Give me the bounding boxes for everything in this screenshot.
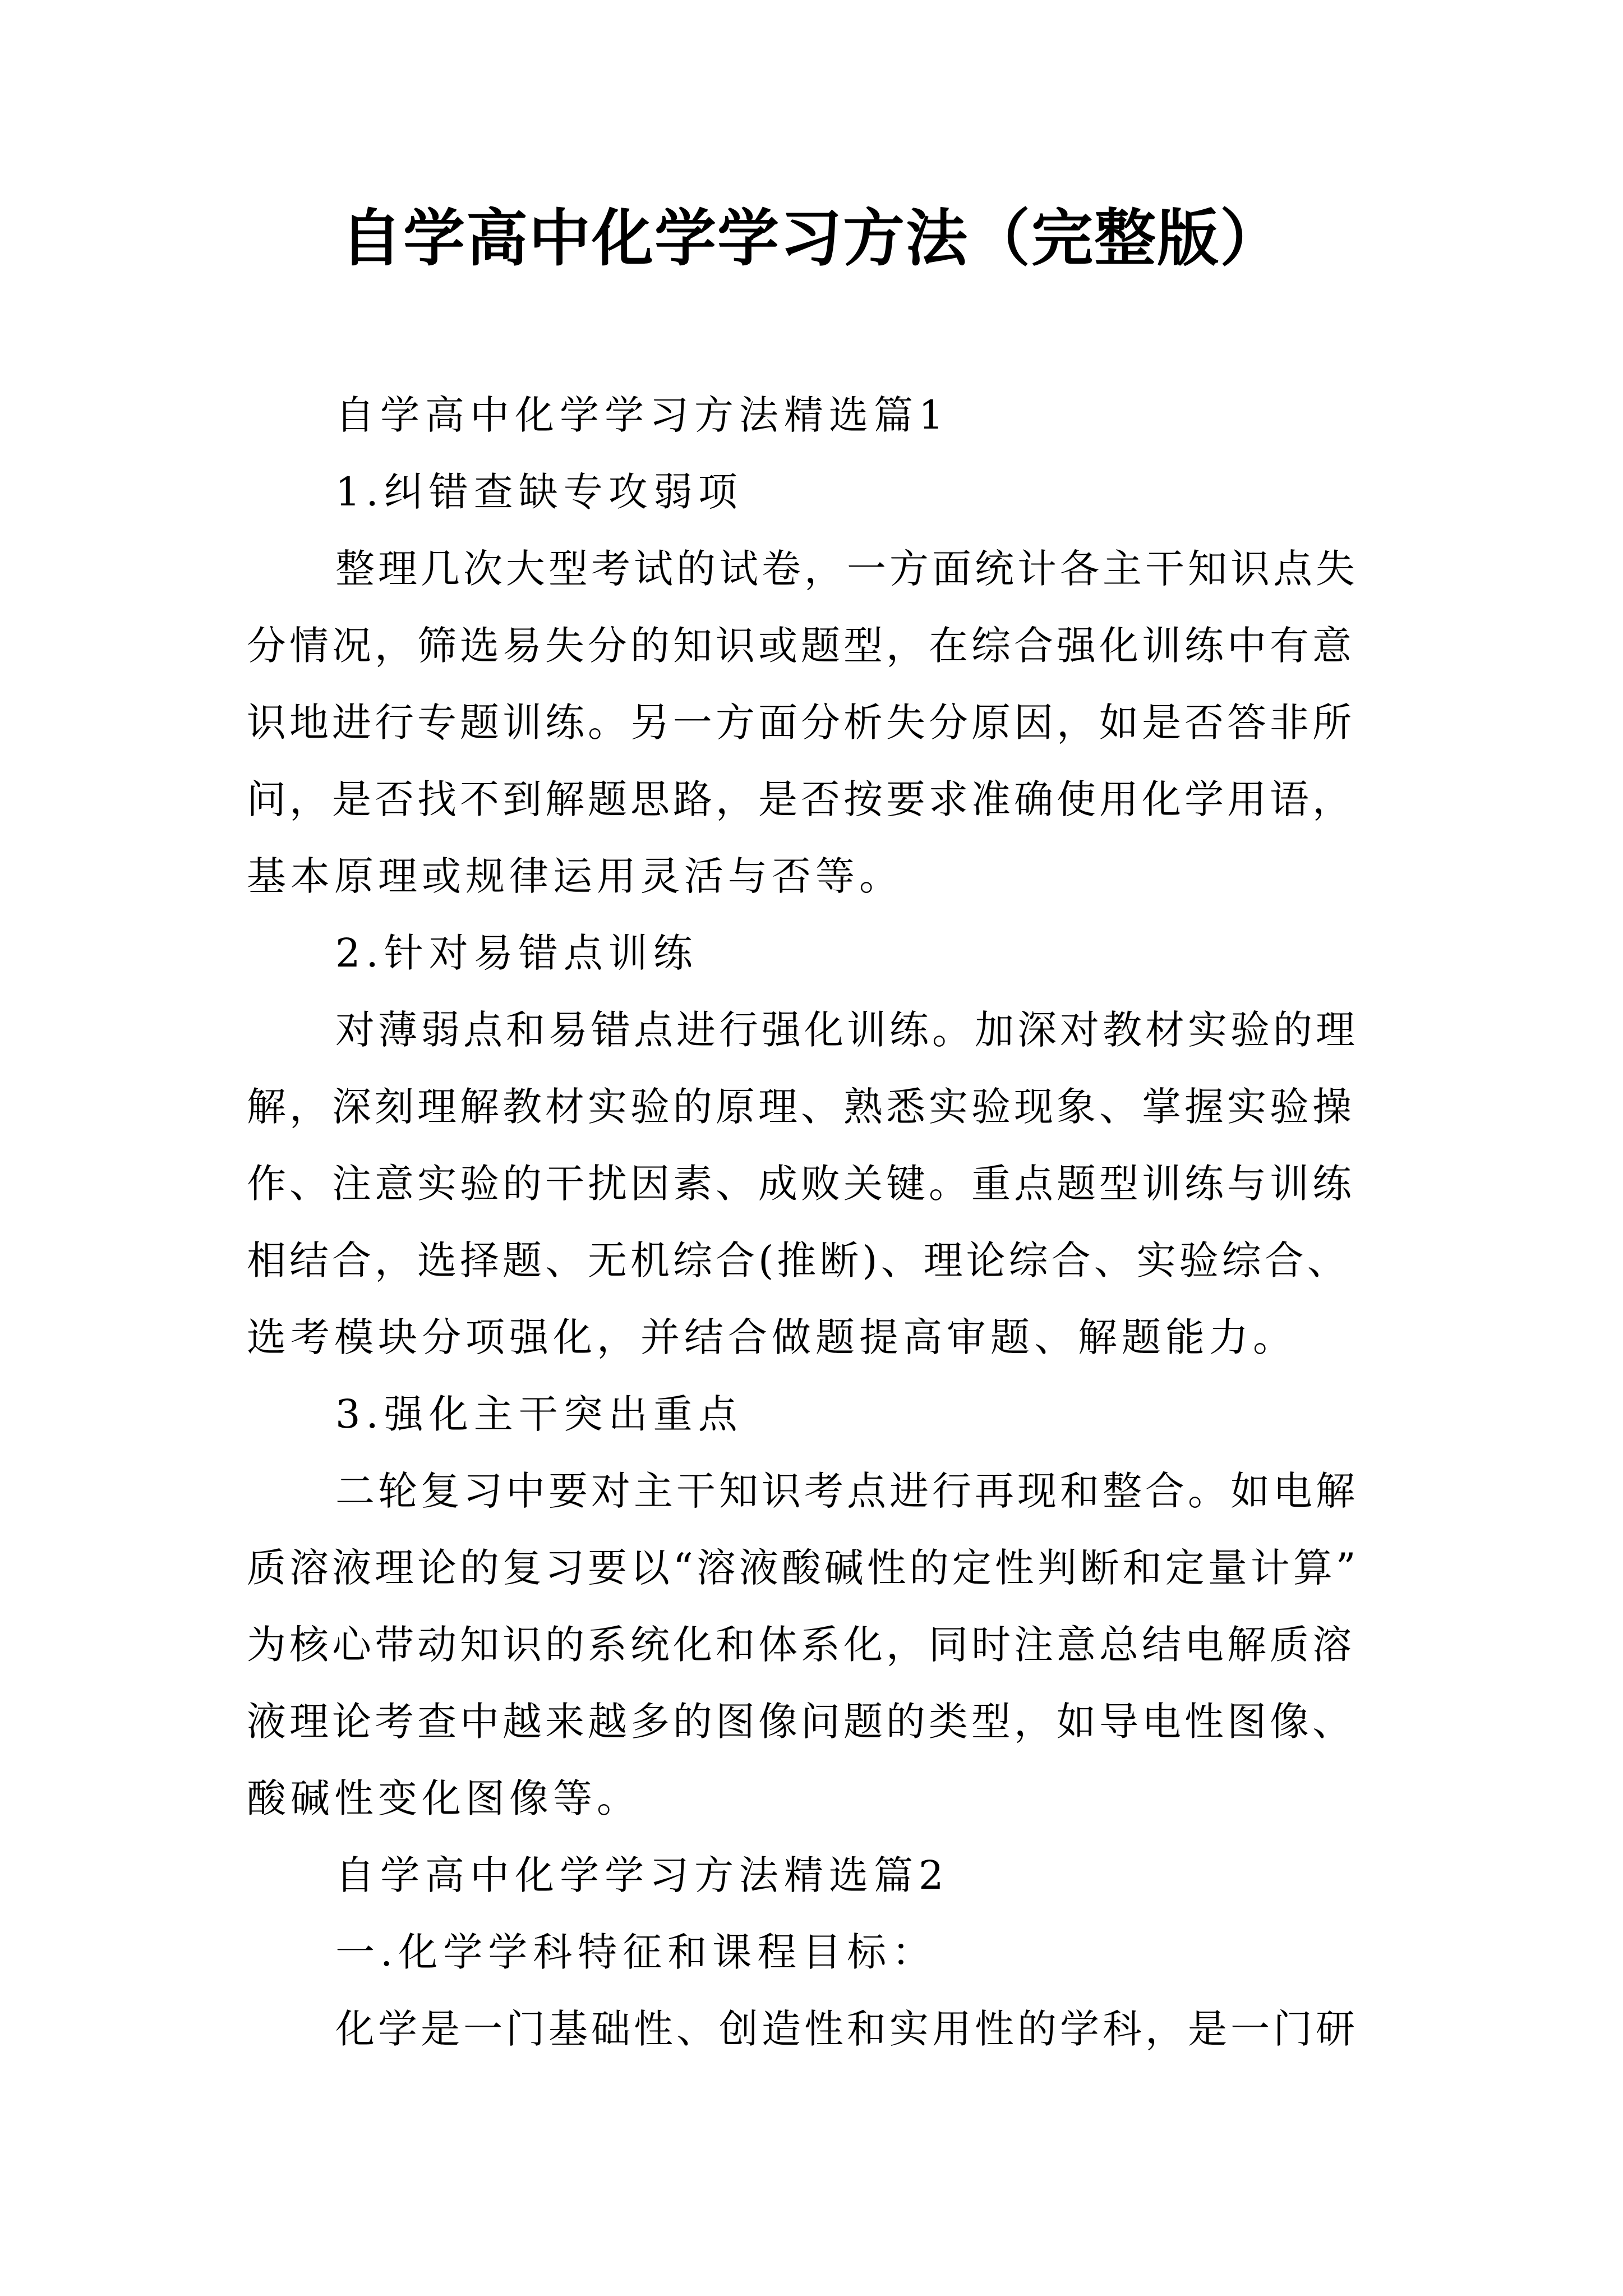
paragraph-line: 相结合，选择题、无机综合(推断)、理论综合、实验综合、 bbox=[247, 1237, 1350, 1283]
paragraph-line: 液理论考查中越来越多的图像问题的类型，如导电性图像、 bbox=[247, 1699, 1355, 1745]
paragraph-line: 质溶液理论的复习要以“溶液酸碱性的定性判断和定量计算” bbox=[247, 1545, 1359, 1591]
subheading-3: 3.强化主干突出重点 bbox=[335, 1391, 743, 1437]
paragraph-line: 二轮复习中要对主干知识考点进行再现和整合。如电解 bbox=[335, 1468, 1358, 1514]
section-heading-1: 自学高中化学学习方法精选篇1 bbox=[335, 392, 949, 438]
paragraph-line: 对薄弱点和易错点进行强化训练。加深对教材实验的理 bbox=[335, 1007, 1358, 1053]
paragraph-line: 问，是否找不到解题思路，是否按要求准确使用化学用语， bbox=[247, 776, 1355, 822]
paragraph-line: 整理几次大型考试的试卷，一方面统计各主干知识点失 bbox=[335, 546, 1358, 592]
paragraph-line: 为核心带动知识的系统化和体系化，同时注意总结电解质溶 bbox=[247, 1622, 1355, 1668]
subheading-2: 2.针对易错点训练 bbox=[335, 930, 698, 976]
paragraph-line: 作、注意实验的干扰因素、成败关键。重点题型训练与训练 bbox=[247, 1161, 1355, 1207]
paragraph-line: 解，深刻理解教材实验的原理、熟悉实验现象、掌握实验操 bbox=[247, 1084, 1355, 1130]
document-title: 自学高中化学学习方法（完整版） bbox=[340, 203, 1283, 274]
paragraph-line: 基本原理或规律运用灵活与否等。 bbox=[247, 853, 903, 899]
subheading-4: 一.化学学科特征和课程目标： bbox=[335, 1929, 937, 1975]
paragraph-line: 识地进行专题训练。另一方面分析失分原因，如是否答非所 bbox=[247, 700, 1355, 746]
paragraph-line: 分情况，筛选易失分的知识或题型，在综合强化训练中有意 bbox=[247, 623, 1355, 669]
paragraph-line: 酸碱性变化图像等。 bbox=[247, 1775, 640, 1821]
section-heading-2: 自学高中化学学习方法精选篇2 bbox=[335, 1852, 949, 1898]
paragraph-line: 选考模块分项强化，并结合做题提高审题、解题能力。 bbox=[247, 1314, 1297, 1360]
subheading-1: 1.纠错查缺专攻弱项 bbox=[335, 469, 743, 515]
paragraph-line: 化学是一门基础性、创造性和实用性的学科，是一门研 bbox=[335, 2006, 1358, 2052]
